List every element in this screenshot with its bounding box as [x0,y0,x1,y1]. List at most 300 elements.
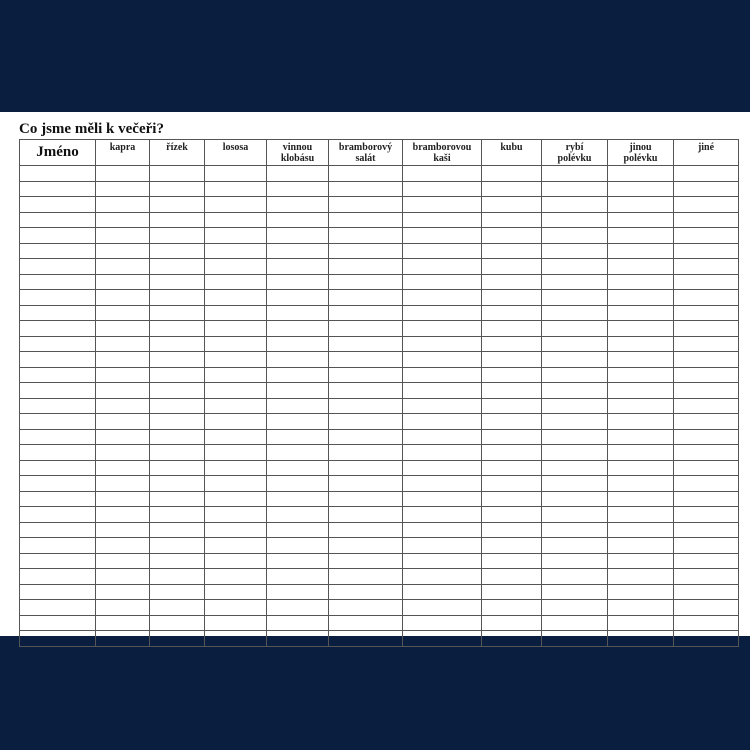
table-cell [150,166,205,182]
table-cell [205,615,267,631]
table-cell [403,445,482,461]
table-cell [674,243,739,259]
table-cell [329,631,403,647]
table-cell [20,321,96,337]
table-cell [542,538,608,554]
table-cell [329,367,403,383]
table-cell [482,243,542,259]
table-cell [542,615,608,631]
table-cell [205,383,267,399]
table-cell [482,181,542,197]
table-cell [608,460,674,476]
table-cell [20,553,96,569]
table-row [20,507,739,523]
table-cell [674,631,739,647]
table-cell [267,212,329,228]
table-cell [608,197,674,213]
table-cell [403,243,482,259]
table-row [20,305,739,321]
column-header-line: řízek [166,142,188,153]
table-cell [674,491,739,507]
table-cell [150,398,205,414]
table-cell [482,166,542,182]
table-cell [674,352,739,368]
table-cell [608,305,674,321]
table-cell [267,290,329,306]
table-cell [267,600,329,616]
table-cell [403,538,482,554]
column-header-line: salát [355,153,376,164]
table-cell [403,166,482,182]
table-row [20,290,739,306]
table-row [20,522,739,538]
table-cell [150,600,205,616]
table-cell [482,259,542,275]
table-cell [403,321,482,337]
table-cell [329,352,403,368]
table-cell [542,367,608,383]
table-row [20,181,739,197]
table-cell [674,181,739,197]
table-cell [542,383,608,399]
table-cell [20,584,96,600]
table-cell [482,352,542,368]
table-cell [267,538,329,554]
table-cell [205,584,267,600]
table-row [20,414,739,430]
table-cell [403,352,482,368]
table-body [20,166,739,647]
table-cell [20,429,96,445]
table-cell [403,553,482,569]
table-cell [96,522,150,538]
table-cell [267,414,329,430]
table-cell [96,414,150,430]
table-cell [403,181,482,197]
table-cell [267,507,329,523]
table-cell [329,460,403,476]
table-cell [329,476,403,492]
table-cell [96,383,150,399]
table-cell [403,460,482,476]
table-cell [150,367,205,383]
worksheet [0,112,750,636]
table-cell [403,522,482,538]
table-cell [482,491,542,507]
table-cell [482,460,542,476]
table-row [20,584,739,600]
table-cell [608,367,674,383]
table-row [20,569,739,585]
table-cell [267,367,329,383]
column-header-kubu [482,140,542,166]
table-row [20,538,739,554]
table-cell [542,305,608,321]
column-header-rizek [150,140,205,166]
table-cell [403,631,482,647]
table-cell [267,615,329,631]
table-cell [403,228,482,244]
table-cell [20,228,96,244]
table-cell [329,305,403,321]
table-cell [20,259,96,275]
table-cell [96,460,150,476]
table-cell [482,600,542,616]
table-cell [150,290,205,306]
table-cell [329,290,403,306]
table-cell [267,398,329,414]
table-cell [96,243,150,259]
table-cell [403,507,482,523]
table-cell [20,166,96,182]
table-cell [96,212,150,228]
table-row [20,367,739,383]
table-cell [150,212,205,228]
column-header-jine [674,140,739,166]
table-cell [20,367,96,383]
table-cell [20,507,96,523]
table-cell [608,336,674,352]
table-cell [205,305,267,321]
table-row [20,615,739,631]
table-cell [20,305,96,321]
table-row [20,166,739,182]
table-cell [150,615,205,631]
table-cell [403,367,482,383]
table-cell [542,600,608,616]
table-cell [482,290,542,306]
table-cell [608,398,674,414]
table-cell [205,212,267,228]
table-cell [674,321,739,337]
table-cell [150,305,205,321]
column-header-line: kapra [109,142,136,153]
table-row [20,321,739,337]
table-cell [329,243,403,259]
table-row [20,429,739,445]
table-cell [20,569,96,585]
table-row [20,383,739,399]
table-cell [205,336,267,352]
table-cell [205,290,267,306]
table-cell [150,631,205,647]
table-cell [267,336,329,352]
table-cell [96,336,150,352]
table-cell [542,445,608,461]
table-cell [674,584,739,600]
table-cell [482,367,542,383]
table-cell [329,553,403,569]
table-cell [482,212,542,228]
table-cell [482,553,542,569]
column-header-vinnou-klobasu [267,140,329,166]
table-cell [96,181,150,197]
table-cell [96,538,150,554]
table-cell [96,491,150,507]
table-cell [674,600,739,616]
table-cell [205,553,267,569]
table-cell [608,553,674,569]
table-cell [96,631,150,647]
table-cell [542,414,608,430]
table-cell [267,321,329,337]
column-header-line: jinou [629,142,652,153]
table-cell [608,274,674,290]
table-cell [205,414,267,430]
table-cell [482,274,542,290]
column-header-rybi-polevku [542,140,608,166]
table-cell [20,445,96,461]
table-cell [674,383,739,399]
table-cell [608,507,674,523]
header-row [20,140,739,166]
table-cell [150,414,205,430]
table-cell [205,491,267,507]
table-cell [267,383,329,399]
table-cell [329,507,403,523]
table-cell [482,197,542,213]
table-cell [608,383,674,399]
table-cell [20,491,96,507]
table-cell [96,166,150,182]
column-header-line: jiné [697,142,715,153]
table-cell [267,166,329,182]
table-cell [329,491,403,507]
table-cell [542,228,608,244]
table-cell [482,476,542,492]
table-cell [608,538,674,554]
table-cell [482,398,542,414]
table-cell [482,305,542,321]
table-cell [608,414,674,430]
table-cell [205,228,267,244]
table-cell [482,383,542,399]
table-row [20,243,739,259]
table-cell [608,228,674,244]
table-cell [403,274,482,290]
table-cell [329,569,403,585]
table-cell [96,476,150,492]
table-cell [482,522,542,538]
table-cell [403,290,482,306]
table-cell [674,336,739,352]
table-row [20,631,739,647]
table-cell [329,584,403,600]
table-cell [20,414,96,430]
table-cell [329,336,403,352]
table-cell [150,274,205,290]
table-cell [150,352,205,368]
table-cell [20,197,96,213]
table-cell [674,460,739,476]
table-cell [205,538,267,554]
table-cell [403,476,482,492]
table-cell [329,181,403,197]
table-cell [20,476,96,492]
table-cell [608,243,674,259]
table-cell [205,166,267,182]
table-cell [403,491,482,507]
table-row [20,228,739,244]
table-cell [608,615,674,631]
table-cell [403,197,482,213]
table-cell [329,615,403,631]
table-cell [329,398,403,414]
column-header-line: Jméno [36,144,79,160]
table-cell [267,476,329,492]
table-cell [403,414,482,430]
column-header-line: polévku [557,153,592,164]
table-cell [205,352,267,368]
table-row [20,491,739,507]
table-cell [674,197,739,213]
table-cell [267,228,329,244]
table-cell [150,476,205,492]
table-cell [20,181,96,197]
table-cell [403,383,482,399]
table-cell [96,429,150,445]
table-cell [20,243,96,259]
table-row [20,336,739,352]
column-header-line: kaši [433,153,451,164]
column-header-line: bramborovou [412,142,472,153]
table-cell [150,321,205,337]
table-cell [150,336,205,352]
table-cell [542,429,608,445]
table-cell [482,228,542,244]
table-cell [329,274,403,290]
table-cell [205,367,267,383]
table-cell [20,352,96,368]
table-cell [608,445,674,461]
table-cell [329,166,403,182]
table-cell [20,212,96,228]
table-cell [20,522,96,538]
table-cell [482,414,542,430]
table-cell [608,569,674,585]
table-cell [96,321,150,337]
table-cell [482,615,542,631]
table-cell [403,259,482,275]
table-cell [482,507,542,523]
table-cell [542,274,608,290]
table-row [20,476,739,492]
table-cell [542,507,608,523]
table-cell [329,445,403,461]
table-cell [96,274,150,290]
table-cell [267,460,329,476]
table-row [20,460,739,476]
table-cell [674,259,739,275]
table-cell [96,197,150,213]
table-cell [482,569,542,585]
table-cell [205,259,267,275]
column-header-line: klobásu [280,153,315,164]
table-cell [674,476,739,492]
table-cell [150,584,205,600]
table-cell [205,429,267,445]
table-cell [482,445,542,461]
table-cell [674,290,739,306]
table-cell [542,398,608,414]
table-cell [608,491,674,507]
table-row [20,398,739,414]
table-cell [96,228,150,244]
table-cell [608,259,674,275]
table-cell [674,228,739,244]
column-header-line: polévku [623,153,658,164]
table-cell [267,584,329,600]
table-cell [20,538,96,554]
table-row [20,212,739,228]
table-cell [150,228,205,244]
column-header-kapra [96,140,150,166]
table-cell [403,615,482,631]
table-cell [150,460,205,476]
table-cell [96,290,150,306]
table-row [20,197,739,213]
table-cell [542,181,608,197]
table-cell [205,445,267,461]
table-cell [542,166,608,182]
table-cell [150,507,205,523]
table-cell [674,445,739,461]
table-cell [96,569,150,585]
column-header-lososa [205,140,267,166]
table-row [20,259,739,275]
table-cell [674,398,739,414]
table-cell [20,600,96,616]
table-cell [542,476,608,492]
table-row [20,352,739,368]
table-cell [267,569,329,585]
table-cell [267,259,329,275]
table-cell [96,305,150,321]
table-cell [96,367,150,383]
table-cell [205,197,267,213]
column-header-bramborovou-kasi [403,140,482,166]
table-cell [20,290,96,306]
table-cell [674,305,739,321]
table-cell [674,507,739,523]
table-cell [674,166,739,182]
table-cell [674,414,739,430]
table-cell [403,398,482,414]
table-cell [150,491,205,507]
table-cell [329,600,403,616]
table-cell [542,522,608,538]
table-cell [608,600,674,616]
table-cell [150,383,205,399]
table-cell [608,321,674,337]
table-cell [96,600,150,616]
table-cell [403,600,482,616]
page-title: Co jsme měli k večeři? [19,121,164,137]
table-cell [20,460,96,476]
column-header-jinou-polevku [608,140,674,166]
table-cell [542,197,608,213]
table-cell [608,584,674,600]
table-cell [542,491,608,507]
table-cell [150,569,205,585]
table-cell [608,429,674,445]
table-cell [20,615,96,631]
table-cell [608,476,674,492]
column-header-line: bramborový [338,142,393,153]
table-cell [267,522,329,538]
table-cell [20,398,96,414]
table-cell [96,507,150,523]
